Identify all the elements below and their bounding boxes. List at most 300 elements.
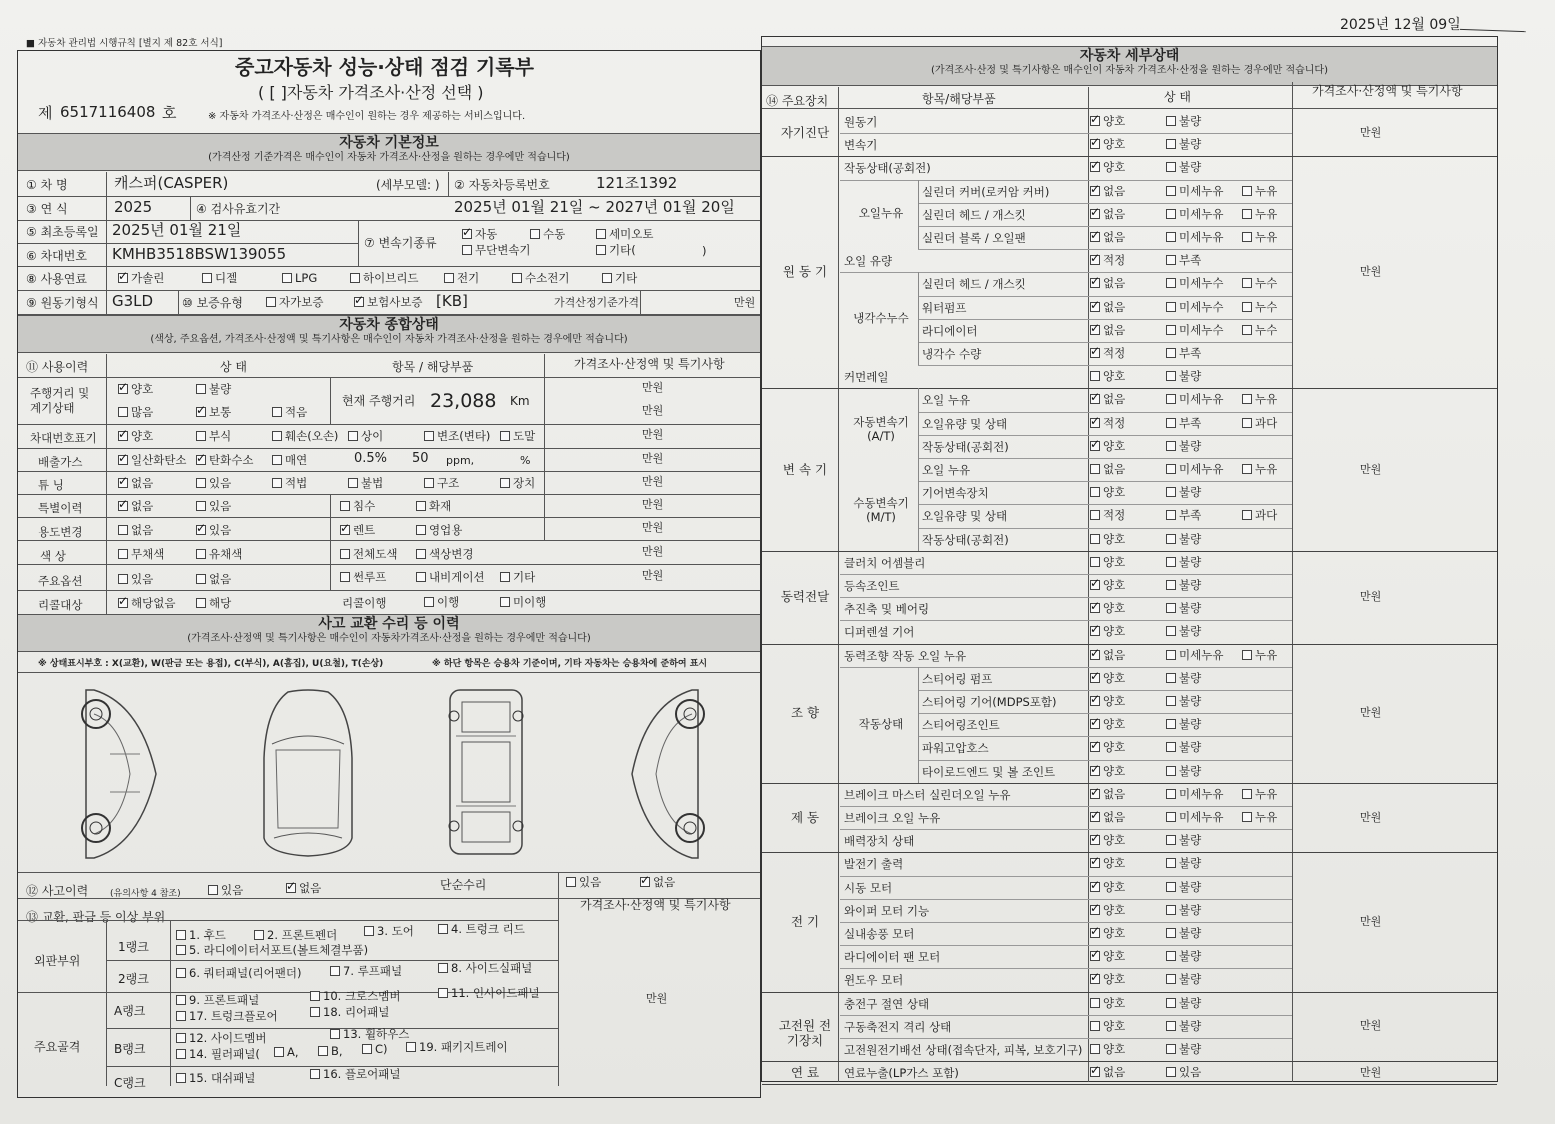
checkbox[interactable]	[1166, 510, 1176, 520]
checkbox[interactable]	[1166, 742, 1176, 752]
part-pillar-b[interactable]: B,	[318, 1045, 343, 1058]
detail-state-option[interactable]	[1166, 672, 1201, 685]
checkbox[interactable]	[1242, 232, 1252, 242]
checkbox[interactable]	[1166, 186, 1176, 196]
part-trunk-lid[interactable]: 4. 트렁크 리드	[438, 923, 525, 936]
accident-no[interactable]: ✓ 없음	[286, 882, 321, 895]
part-rear-panel[interactable]: 18. 리어패널	[310, 1006, 389, 1019]
checkbox[interactable]	[1090, 1067, 1100, 1077]
detail-state-option[interactable]	[1090, 324, 1125, 337]
detail-state-option[interactable]	[1166, 161, 1201, 174]
fuel-hybrid[interactable]: 하이브리드	[350, 272, 419, 285]
part-cross-member[interactable]: 10. 크로스멤버	[310, 990, 401, 1003]
detail-state-option[interactable]	[1090, 138, 1125, 151]
part-radiator-support[interactable]: 5. 라디에이터서포트(볼트체결부품)	[176, 944, 368, 957]
option-label: 양호	[1103, 717, 1126, 732]
detail-state-option[interactable]	[1166, 208, 1223, 221]
checkbox[interactable]	[1090, 139, 1100, 149]
color-change[interactable]: 색상변경	[416, 548, 473, 561]
detail-state-option[interactable]	[1242, 417, 1277, 430]
detail-state-option[interactable]	[1242, 463, 1277, 476]
detail-state-option[interactable]	[1166, 324, 1223, 337]
checkbox[interactable]	[1090, 394, 1100, 404]
checkbox[interactable]	[1090, 580, 1100, 590]
detail-state-option[interactable]	[1166, 1043, 1201, 1056]
color-achromatic[interactable]: 무채색	[118, 548, 164, 561]
checkbox[interactable]	[1090, 835, 1100, 845]
checkbox[interactable]	[1166, 302, 1176, 312]
checkbox[interactable]	[1090, 789, 1100, 799]
detail-state-option[interactable]	[1090, 208, 1125, 221]
checkbox[interactable]	[1090, 418, 1100, 428]
checkbox[interactable]	[1090, 348, 1100, 358]
detail-state-option[interactable]	[1242, 788, 1277, 801]
car-right-side-diagram[interactable]	[626, 684, 726, 864]
detail-state-option[interactable]	[1166, 115, 1201, 128]
detail-state-option[interactable]	[1166, 927, 1201, 940]
detail-state-option[interactable]	[1166, 997, 1201, 1010]
checkbox[interactable]	[1090, 209, 1100, 219]
fuel-gasoline[interactable]: ✓ 가솔린	[118, 272, 164, 285]
detail-state-option[interactable]	[1242, 811, 1277, 824]
reg-no-value: 121조1392	[596, 174, 678, 192]
part-floor-panel[interactable]: 16. 플로어패널	[310, 1068, 401, 1081]
detail-state-option[interactable]	[1166, 393, 1223, 406]
checkbox[interactable]	[1166, 626, 1176, 636]
options-no[interactable]: 없음	[196, 573, 231, 586]
checkbox[interactable]	[1090, 951, 1100, 961]
checkbox[interactable]	[1090, 905, 1100, 915]
checkbox[interactable]	[1090, 116, 1100, 126]
tuning-illegal[interactable]: 불법	[348, 477, 383, 490]
checkbox[interactable]	[1090, 812, 1100, 822]
detail-state-option[interactable]	[1242, 324, 1277, 337]
legend: ※ 상태표시부호 : X(교환), W(판금 또는 용접), C(부식), A(흠집), U(요철), T(손상)	[38, 659, 384, 669]
checkbox[interactable]	[1090, 186, 1100, 196]
simple-repair-no[interactable]: ✓ 없음	[640, 876, 675, 889]
detail-state-option[interactable]	[1090, 301, 1125, 314]
part-wheel-house[interactable]: 13. 휠하우스	[330, 1028, 409, 1041]
mileage-normal[interactable]: ✓ 보통	[196, 406, 231, 419]
checkbox[interactable]	[1166, 812, 1176, 822]
part-front-fender[interactable]: 2. 프론트펜더	[254, 929, 337, 942]
vin-mark-corrosion[interactable]: 부식	[196, 430, 231, 443]
detail-state-option[interactable]	[1166, 741, 1201, 754]
detail-state-option[interactable]	[1166, 718, 1201, 731]
checkbox[interactable]	[1166, 1044, 1176, 1054]
detail-state-option[interactable]	[1166, 811, 1223, 824]
checkbox[interactable]	[1090, 441, 1100, 451]
checkbox[interactable]	[1090, 928, 1100, 938]
detail-state-option[interactable]	[1166, 463, 1223, 476]
checkbox[interactable]	[1166, 232, 1176, 242]
recall-done-no[interactable]: 미이행	[500, 596, 546, 609]
detail-state-option[interactable]	[1090, 556, 1125, 569]
checkbox[interactable]	[1242, 650, 1252, 660]
detail-state-option[interactable]	[1090, 741, 1125, 754]
checkbox[interactable]	[1166, 348, 1176, 358]
option-label: 불량	[1179, 624, 1202, 639]
detail-state-option[interactable]	[1166, 185, 1223, 198]
detail-state-option[interactable]	[1090, 672, 1125, 685]
detail-state-option[interactable]	[1090, 509, 1125, 522]
detail-state-option[interactable]	[1090, 277, 1125, 290]
detail-state-option[interactable]	[1090, 463, 1125, 476]
detail-state-option[interactable]	[1090, 440, 1125, 453]
emission-smoke[interactable]: 매연	[272, 454, 307, 467]
checkbox[interactable]	[1166, 278, 1176, 288]
detail-state-option[interactable]	[1090, 1043, 1125, 1056]
options-yes[interactable]: 있음	[118, 573, 153, 586]
detail-state-option[interactable]	[1166, 417, 1201, 430]
transmission-semi[interactable]: 세미오토	[596, 228, 653, 241]
detail-state-option[interactable]	[1090, 393, 1125, 406]
detail-state-option[interactable]	[1090, 533, 1125, 546]
checkbox[interactable]	[1166, 603, 1176, 613]
part-pillar-a[interactable]: A,	[274, 1046, 299, 1059]
detail-state-option[interactable]	[1090, 788, 1125, 801]
checkbox[interactable]	[1090, 696, 1100, 706]
part-front-panel[interactable]: 9. 프론트패널	[176, 994, 259, 1007]
part-hood[interactable]: 1. 후드	[176, 929, 226, 942]
recall-yes[interactable]: 해당	[196, 597, 231, 610]
detail-state-option[interactable]	[1242, 393, 1277, 406]
checkbox[interactable]	[1090, 325, 1100, 335]
checkbox[interactable]	[1166, 766, 1176, 776]
tuning-legal[interactable]: 적법	[272, 477, 307, 490]
detail-state-option[interactable]	[1166, 695, 1201, 708]
detail-state-option[interactable]	[1090, 765, 1125, 778]
detail-state-option[interactable]	[1166, 881, 1201, 894]
detail-state-option[interactable]	[1242, 208, 1277, 221]
tuning-structure[interactable]: 구조	[424, 477, 459, 490]
checkbox[interactable]	[1090, 487, 1100, 497]
checkbox[interactable]	[1090, 255, 1100, 265]
checkbox[interactable]	[1166, 371, 1176, 381]
tuning-device[interactable]: 장치	[500, 477, 535, 490]
fuel-hydrogen[interactable]: 수소전기	[512, 272, 569, 285]
checkbox[interactable]	[1166, 209, 1176, 219]
detail-state-option[interactable]	[1166, 579, 1201, 592]
special-none[interactable]: ✓ 없음	[118, 500, 153, 513]
detail-state-option[interactable]	[1090, 997, 1125, 1010]
detail-state-option[interactable]	[1090, 718, 1125, 731]
special-fire[interactable]: 화재	[416, 500, 451, 513]
part-trunk-floor[interactable]: 17. 트렁크플로어	[176, 1010, 278, 1023]
checkbox[interactable]	[1242, 186, 1252, 196]
checkbox[interactable]	[1166, 882, 1176, 892]
tuning-none[interactable]: ✓ 없음	[118, 477, 153, 490]
checkbox[interactable]	[1166, 418, 1176, 428]
detail-state-option[interactable]	[1166, 950, 1201, 963]
detail-state-option[interactable]	[1166, 301, 1223, 314]
checkbox[interactable]	[1166, 673, 1176, 683]
detail-state-option[interactable]	[1090, 834, 1125, 847]
vin-mark-damage[interactable]: 훼손(오손)	[272, 430, 338, 443]
checkbox[interactable]	[1166, 928, 1176, 938]
checkbox[interactable]	[1166, 951, 1176, 961]
detail-state-option[interactable]	[1166, 254, 1201, 267]
checkbox[interactable]	[1090, 534, 1100, 544]
detail-state-option[interactable]	[1090, 881, 1125, 894]
usage-change-business[interactable]: 영업용	[416, 524, 462, 537]
detail-state-option[interactable]	[1166, 1020, 1201, 1033]
group-divider	[762, 388, 1497, 389]
checkbox[interactable]	[1090, 557, 1100, 567]
tuning-yes[interactable]: 있음	[196, 477, 231, 490]
checkbox[interactable]	[1090, 766, 1100, 776]
option-label: 미세누유	[1179, 206, 1224, 221]
detail-state-option[interactable]	[1166, 138, 1201, 151]
detail-state-option[interactable]	[1166, 533, 1201, 546]
part-pillar-panel[interactable]: 14. 필러패널(	[176, 1048, 260, 1061]
options-navigation[interactable]: 내비게이션	[416, 571, 485, 584]
detail-state-option[interactable]	[1090, 973, 1125, 986]
checkbox[interactable]	[1242, 510, 1252, 520]
checkbox[interactable]	[1166, 394, 1176, 404]
transmission-auto[interactable]: ✓자동	[462, 228, 497, 241]
mileage-bad[interactable]: 불량	[196, 383, 231, 396]
checkbox[interactable]	[1166, 534, 1176, 544]
checkbox[interactable]	[1166, 1021, 1176, 1031]
option-label: 불량	[1179, 438, 1202, 453]
checkbox[interactable]	[1090, 650, 1100, 660]
checkbox[interactable]	[1242, 464, 1252, 474]
mileage-many[interactable]: 많음	[118, 406, 153, 419]
detail-state-option[interactable]	[1166, 857, 1201, 870]
part-pillar-c[interactable]: C)	[362, 1043, 388, 1056]
detail-state-option[interactable]	[1166, 765, 1201, 778]
usage-change-none[interactable]: 없음	[118, 524, 153, 537]
checkbox[interactable]	[1166, 580, 1176, 590]
vin-mark-mismatch[interactable]: 상이	[348, 430, 383, 443]
transmission-cvt[interactable]: 무단변속기	[462, 244, 531, 257]
option-label: 양호	[1103, 879, 1126, 894]
detail-state-option[interactable]	[1242, 649, 1277, 662]
checkbox[interactable]	[1090, 882, 1100, 892]
part-inside-panel[interactable]: 11. 인사이드패널	[438, 987, 540, 1000]
detail-state-option[interactable]	[1090, 115, 1125, 128]
transmission-other[interactable]: 기타(	[596, 244, 636, 257]
detail-state-option[interactable]	[1090, 347, 1125, 360]
detail-state-option[interactable]	[1166, 602, 1201, 615]
checkbox[interactable]	[1166, 116, 1176, 126]
group-divider	[762, 852, 1497, 853]
emission-hc[interactable]: ✓ 탄화수소	[196, 454, 253, 467]
detail-item-label: 배력장치 상태	[844, 834, 915, 849]
detail-state-option[interactable]	[1166, 973, 1201, 986]
detail-state-option[interactable]	[1090, 602, 1125, 615]
detail-state-option[interactable]	[1090, 579, 1125, 592]
detail-item-label: 파워고압호스	[922, 741, 989, 756]
detail-state-option[interactable]	[1166, 556, 1201, 569]
option-label: 부족	[1179, 346, 1202, 360]
detail-state-option[interactable]	[1090, 1066, 1125, 1079]
checkbox[interactable]	[1090, 302, 1100, 312]
checkbox[interactable]	[1166, 464, 1176, 474]
detail-state-option[interactable]	[1166, 649, 1223, 662]
option-label: 과다	[1255, 508, 1278, 523]
detail-state-option[interactable]	[1166, 904, 1201, 917]
checkbox[interactable]	[1090, 162, 1100, 172]
detail-state-option[interactable]	[1090, 486, 1125, 499]
detail-state-option[interactable]	[1090, 927, 1125, 940]
recall-none[interactable]: ✓ 해당없음	[118, 597, 175, 610]
fuel-lpg[interactable]: LPG	[282, 272, 317, 285]
checkbox[interactable]	[1166, 974, 1176, 984]
checkbox[interactable]	[1166, 441, 1176, 451]
checkbox[interactable]	[1090, 1044, 1100, 1054]
detail-state-option[interactable]	[1166, 440, 1201, 453]
detail-state-option[interactable]	[1166, 1066, 1201, 1079]
recall-done-yes[interactable]: 이행	[424, 596, 459, 609]
checkbox[interactable]	[1090, 603, 1100, 613]
detail-state-option[interactable]	[1090, 185, 1125, 198]
checkbox[interactable]	[1090, 371, 1100, 381]
checkbox[interactable]	[1166, 835, 1176, 845]
detail-state-option[interactable]	[1166, 277, 1223, 290]
checkbox[interactable]	[1090, 673, 1100, 683]
detail-state-option[interactable]	[1242, 301, 1277, 314]
checkbox[interactable]	[1090, 974, 1100, 984]
checkbox[interactable]	[1090, 232, 1100, 242]
color-full-paint[interactable]: 전체도색	[340, 548, 397, 561]
checkbox[interactable]	[1166, 650, 1176, 660]
usage-change-yes[interactable]: ✓ 있음	[196, 524, 231, 537]
options-other[interactable]: 기타	[500, 571, 535, 584]
transmission-manual[interactable]: 수동	[530, 228, 565, 241]
checkbox[interactable]	[1242, 418, 1252, 428]
checkbox[interactable]	[1166, 998, 1176, 1008]
option-label: 부족	[1179, 253, 1202, 268]
checkbox[interactable]	[1166, 1067, 1176, 1077]
vin-mark-good[interactable]: ✓ 양호	[118, 430, 153, 443]
detail-state-option[interactable]	[1090, 370, 1125, 383]
option-label: 양호	[1103, 114, 1126, 128]
checkbox[interactable]	[1166, 858, 1176, 868]
checkbox[interactable]	[1242, 302, 1252, 312]
car-left-side-diagram[interactable]	[60, 684, 172, 864]
subgroup-divider	[918, 388, 919, 458]
checkbox[interactable]	[1090, 1021, 1100, 1031]
checkbox[interactable]	[1090, 742, 1100, 752]
mileage-good[interactable]: ✓양호	[118, 383, 153, 396]
part-side-sill[interactable]: 8. 사이드실패널	[438, 962, 532, 975]
special-flood[interactable]: 침수	[340, 500, 375, 513]
current-mileage-label: 현재 주행거리	[342, 394, 416, 408]
fuel-electric[interactable]: 전기	[444, 272, 479, 285]
detail-state-option[interactable]	[1242, 231, 1277, 244]
checkbox[interactable]	[1166, 487, 1176, 497]
warranty-insurance[interactable]: ✓ 보험사보증	[354, 296, 423, 309]
fuel-diesel[interactable]: 디젤	[202, 272, 237, 285]
special-yes[interactable]: 있음	[196, 500, 231, 513]
checkbox[interactable]	[1090, 510, 1100, 520]
color-chromatic[interactable]: 유채색	[196, 548, 242, 561]
detail-state-option[interactable]	[1166, 509, 1201, 522]
checkbox[interactable]	[1166, 789, 1176, 799]
checkbox[interactable]	[1166, 139, 1176, 149]
options-sunroof[interactable]: 썬루프	[340, 571, 386, 584]
part-dash-panel[interactable]: 15. 대쉬패널	[176, 1072, 255, 1085]
detail-state-option[interactable]	[1242, 509, 1277, 522]
checkbox[interactable]	[1242, 812, 1252, 822]
emission-co[interactable]: ✓ 일산화탄소	[118, 454, 187, 467]
checkbox[interactable]	[1090, 858, 1100, 868]
detail-state-option[interactable]	[1166, 347, 1201, 360]
detail-state-option[interactable]	[1242, 277, 1277, 290]
detail-state-option[interactable]	[1090, 625, 1125, 638]
detail-state-option[interactable]	[1166, 370, 1201, 383]
checkbox[interactable]	[1242, 325, 1252, 335]
checkbox[interactable]	[1090, 998, 1100, 1008]
checkbox[interactable]	[1242, 789, 1252, 799]
detail-state-option[interactable]	[1166, 834, 1201, 847]
simple-repair-yes[interactable]: 있음	[566, 876, 601, 889]
detail-state-option[interactable]	[1166, 231, 1223, 244]
checkbox[interactable]	[1090, 626, 1100, 636]
detail-state-option[interactable]	[1090, 254, 1125, 267]
detail-state-option[interactable]	[1166, 486, 1201, 499]
detail-state-option[interactable]	[1090, 857, 1125, 870]
checkbox[interactable]	[1090, 278, 1100, 288]
checkbox[interactable]	[1242, 394, 1252, 404]
year-label: ③ 연 식	[26, 202, 68, 216]
outer-label: 외판부위	[34, 954, 81, 968]
checkbox[interactable]	[1166, 696, 1176, 706]
warranty-self[interactable]: 자가보증	[266, 296, 323, 309]
mileage-few[interactable]: 적음	[272, 406, 307, 419]
detail-state-option[interactable]	[1166, 625, 1201, 638]
detail-state-option[interactable]	[1090, 811, 1125, 824]
checkbox[interactable]	[1242, 278, 1252, 288]
car-top-diagram[interactable]	[258, 688, 358, 858]
part-roof-panel[interactable]: 7. 루프패널	[330, 965, 402, 978]
checkbox[interactable]	[1090, 464, 1100, 474]
checkbox[interactable]	[1166, 255, 1176, 265]
usage-change-rent[interactable]: ✓ 렌트	[340, 524, 375, 537]
accident-yes[interactable]: 있음	[208, 884, 243, 897]
detail-state-option[interactable]	[1090, 695, 1125, 708]
checkbox[interactable]	[1166, 719, 1176, 729]
detail-state-option[interactable]	[1090, 950, 1125, 963]
vin-mark-altered[interactable]: 변조(변타)	[424, 430, 490, 443]
detail-state-option[interactable]	[1090, 904, 1125, 917]
checkbox[interactable]	[1166, 557, 1176, 567]
part-quarter-panel[interactable]: 6. 쿼터패널(리어팬더)	[176, 967, 301, 980]
detail-state-option[interactable]	[1090, 1020, 1125, 1033]
checkbox[interactable]	[1166, 162, 1176, 172]
detail-state-option[interactable]	[1090, 649, 1125, 662]
car-frame-diagram[interactable]	[446, 686, 526, 858]
checkbox[interactable]	[1166, 325, 1176, 335]
fuel-other[interactable]: 기타	[602, 272, 637, 285]
detail-state-option[interactable]	[1090, 161, 1125, 174]
detail-state-option[interactable]	[1090, 231, 1125, 244]
option-label: 불량	[1179, 160, 1202, 175]
checkbox[interactable]	[1242, 209, 1252, 219]
detail-group-label: 제 동	[790, 809, 820, 825]
part-door[interactable]: 3. 도어	[364, 925, 414, 938]
part-side-member[interactable]: 12. 사이드멤버	[176, 1032, 267, 1045]
vin-mark-painted[interactable]: 도말	[500, 430, 535, 443]
part-package-tray[interactable]: 19. 패키지트레이	[406, 1041, 508, 1054]
detail-state-option[interactable]	[1090, 417, 1125, 430]
checkbox[interactable]	[1090, 719, 1100, 729]
detail-state-option[interactable]	[1166, 788, 1223, 801]
detail-state-option[interactable]	[1242, 185, 1277, 198]
checkbox[interactable]	[1166, 905, 1176, 915]
